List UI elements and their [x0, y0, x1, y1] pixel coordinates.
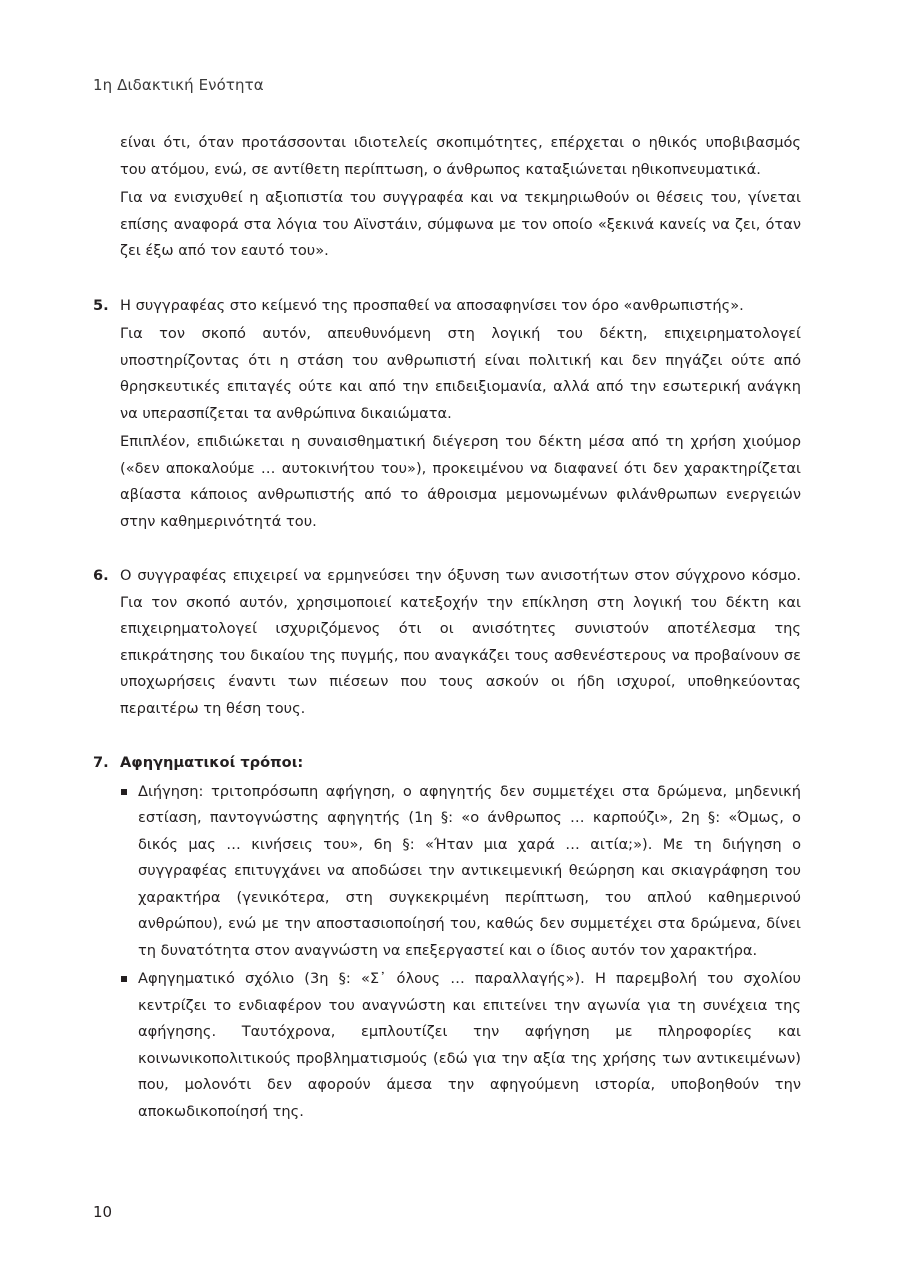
paragraph: είναι ότι, όταν προτάσσονται ιδιοτελείς σκοπιμότητες, επέρχεται ο ηθικός υποβιβασμός του ατόμου, ενώ, σε αντίθετη περίπτωση, ο άνθρωπος καταξιώνεται ηθικοπνευματικά.	[120, 134, 801, 178]
item-heading: Αφηγηματικοί τρόποι:	[120, 754, 304, 771]
answer-item-5	[93, 293, 801, 536]
square-bullet-icon	[121, 789, 127, 795]
list-item	[120, 966, 801, 1125]
intro-block	[120, 130, 801, 265]
bullet-list	[120, 779, 801, 1126]
answer-item-7	[93, 750, 801, 1125]
paragraph: Η συγγραφέας στο κείμενό της προσπαθεί να αποσαφηνίσει τον όρο «ανθρωπιστής».	[120, 296, 744, 314]
item-number: 5.	[93, 296, 109, 314]
paragraph: Επιπλέον, επιδιώκεται η συναισθηματική διέγερση του δέκτη μέσα από τη χρήση χιούμορ («δεν αποκαλούμε … αυτοκινήτου του»), προκειμένου να διαφανεί ότι δεν χαρακτηρίζεται αβίαστα κάποιος ανθρωπιστής από το άθροισμα μεμονωμένων φιλάνθρωπων ενεργειών στην καθημερινότητά του.	[120, 433, 801, 530]
paragraph: Ο συγγραφέας επιχειρεί να ερμηνεύσει την όξυνση των ανισοτήτων στον σύγχρονο κόσμο. Για τον σκοπό αυτόν, χρησιμοποιεί κατεξοχήν την επίκληση στη λογική του δέκτη και επιχειρηματολογεί ισχυριζόμενος ότι οι ανισότητες συνιστούν αποτέλεσμα της επικράτησης του δικαίου της πυγμής, που αναγκάζει τους ασθενέστερους να προβαίνουν σε υποχωρήσεις έναντι των πιέσεων που τους ασκούν οι ήδη ισχυροί, υποθηκεύοντας περαιτέρω τη θέση τους.	[120, 567, 801, 717]
running-header: 1η Διδακτική Ενότητα	[93, 76, 264, 94]
item-number: 7.	[93, 754, 109, 771]
paragraph: Για να ενισχυθεί η αξιοπιστία του συγγραφέα και να τεκμηριωθούν οι θέσεις του, γίνεται επίσης αναφορά στα λόγια του Αϊνστάιν, σύμφωνα με τον οποίο «ξεκινά κανείς να ζει, όταν ζει έξω από τον εαυτό του».	[120, 189, 801, 259]
page-body	[93, 130, 801, 1127]
bullet-text: Αφηγηματικό σχόλιο (3η §: «Σ᾽ όλους … παραλλαγής»). Η παρεμβολή του σχολίου κεντρίζει το ενδιαφέρον του αναγνώστη και επιτείνει την αγωνία για τη συνέχεια της αφήγησης. Ταυτόχρονα, εμπλουτίζει την αφήγηση με πληροφορίες και κοινωνικοπολιτικούς προβληματισμούς (εδώ για την αξία της χρήσης των αντικειμένων) που, μολονότι δεν αφορούν άμεσα την αφηγούμενη ιστορία, υποβοηθούν την αποκωδικοποίησή της.	[138, 970, 801, 1120]
paragraph: Για τον σκοπό αυτόν, απευθυνόμενη στη λογική του δέκτη, επιχειρηματολογεί υποστηρίζοντας ότι η στάση του ανθρωπιστή είναι πολιτική και δεν πηγάζει ούτε από θρησκευτικές επιταγές ούτε και από την επιδειξιομανία, αλλά από την εσωτερική ανάγκη να υπερασπίζεται τα ανθρώπινα δικαιώματα.	[120, 325, 801, 422]
item-number: 6.	[93, 567, 109, 584]
page-number: 10	[93, 1203, 113, 1221]
answer-item-6	[93, 563, 801, 722]
bullet-text: Διήγηση: τριτοπρόσωπη αφήγηση, ο αφηγητής δεν συμμετέχει στα δρώμενα, μηδενική εστίαση, παντογνώστης αφηγητής (1η §: «ο άνθρωπος … καρπούζι», 2η §: «Όμως, ο δικός μας … κινήσεις του», 6η §: «Ήταν μια χαρά … αιτία;»). Με τη διήγηση ο συγγραφέας επιτυγχάνει να αποδώσει την αντικειμενική θεώρηση και σκιαγράφηση του χαρακτήρα (γενικότερα, στη συγκεκριμένη περίπτωση, του απλού καθημερινού ανθρώπου), ενώ με την αποστασιοποίησή του, καθώς δεν συμμετέχει στα δρώμενα, δίνει τη δυνατότητα στον αναγνώστη να επεξεργαστεί και ο ίδιος αυτόν τον χαρακτήρα.	[138, 782, 801, 959]
list-item	[120, 779, 801, 965]
square-bullet-icon	[121, 976, 127, 982]
